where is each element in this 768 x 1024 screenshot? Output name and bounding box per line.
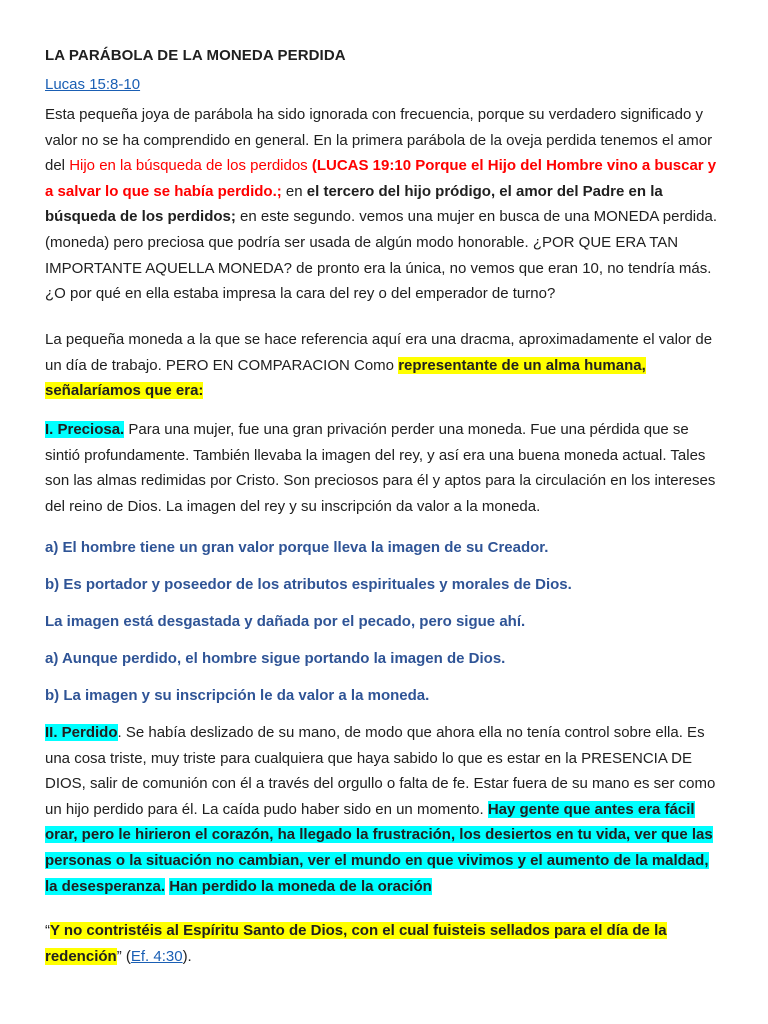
text-span: . Se había deslizado de su mano, de modo que ahora ella no tenía control sobre ella. Es una cosa triste, muy triste para cualquiera que haya sabido lo que es estar en la PRESENCIA DE DIOS, salir de comunión con él a través del orgullo o falta de fe. Estar fuera de su mano es ser como un hijo perdido para él. La caída pudo haber sido en un momento. [45, 724, 716, 818]
red-bold-text: (LUCAS 19:10 Porque el Hijo del Hombre vino a buscar y a salvar lo que se había perdido.; [45, 157, 717, 200]
text-span: La pequeña moneda a la que se hace referencia aquí era una dracma, aproximadamente el valor de un día de trabajo. PERO EN COMPARACION Como [45, 331, 713, 374]
paragraph-intro [45, 102, 725, 307]
bold-text: el tercero del hijo pródigo, el amor del Padre en la búsqueda de los perdidos; [45, 182, 663, 226]
paragraph-preciosa [45, 417, 725, 519]
quote-open: “ [45, 922, 50, 939]
document-title: LA PARÁBOLA DE LA MONEDA PERDIDA [45, 47, 346, 64]
scripture-link-lucas[interactable]: Lucas 15:8-10 [45, 76, 141, 93]
quote-end: ). [182, 947, 192, 965]
highlight-cyan: Hay gente que antes era fácil orar, pero le hirieron el corazón, ha llegado la frustración, los desiertos en tu vida, ver que las personas o la situación no cambian, ver el mundo en que vivimos y el aumento de la maldad, la desesperanza. [45, 800, 713, 895]
text-span: en [281, 182, 307, 200]
point-line: a) El hombre tiene un gran valor porque lleva la imagen de su Creador. [45, 539, 549, 556]
point-line: a) Aunque perdido, el hombre sigue portando la imagen de Dios. [45, 650, 506, 667]
heading-perdido: II. Perdido [45, 724, 118, 741]
point-line: b) La imagen y su inscripción le da valor a la moneda. [45, 687, 430, 704]
highlight-yellow: Y no contristéis al Espíritu Santo de Dios, con el cual fuisteis sellados para el día de la redención [45, 922, 667, 965]
paragraph-perdido [45, 720, 725, 899]
text-span: en este segundo. vemos una mujer en busca de una MONEDA perdida. (moneda) pero preciosa que podría ser usada de algún modo honorable. ¿POR QUE ERA TAN IMPORTANTE AQUELLA MONEDA? de pronto era la única, no vemos que eran 10, no tendría más. ¿O por qué en ella estaba impresa la cara del rey o del emperador de turno? [45, 208, 717, 303]
point-line: La imagen está desgastada y dañada por el pecado, pero sigue ahí. [45, 613, 526, 630]
quote-close: ” ( [116, 947, 131, 965]
text-span: Para una mujer, fue una gran privación perder una moneda. Fue una pérdida que se sintió profundamente. También llevaba la imagen del rey, y así era una buena moneda actual. Tales son las almas redimidas por Cristo. Son preciosos para él y aptos para la circulación en los intereses del reino de Dios. La imagen del rey y su inscripción da valor a la moneda. [45, 421, 716, 515]
quote-ephesians [45, 918, 725, 969]
highlight-yellow: representante de un alma humana, señalaríamos que era: [45, 356, 646, 400]
text-span: Esta pequeña joya de parábola ha sido ignorada con frecuencia, porque su verdadero significado y valor no se ha comprendido en general. En la primera parábola de la oveja perdida tenemos el amor del [45, 106, 713, 175]
scripture-link-efesios[interactable]: Ef. 4:30 [130, 947, 183, 965]
point-line: b) Es portador y poseedor de los atributos espirituales y morales de Dios. [45, 576, 572, 593]
red-text: Hijo en la búsqueda de los perdidos [69, 157, 312, 175]
heading-preciosa: I. Preciosa. [45, 421, 125, 438]
paragraph-dracma [45, 327, 725, 404]
highlight-cyan: Han perdido la moneda de la oración [169, 877, 432, 895]
